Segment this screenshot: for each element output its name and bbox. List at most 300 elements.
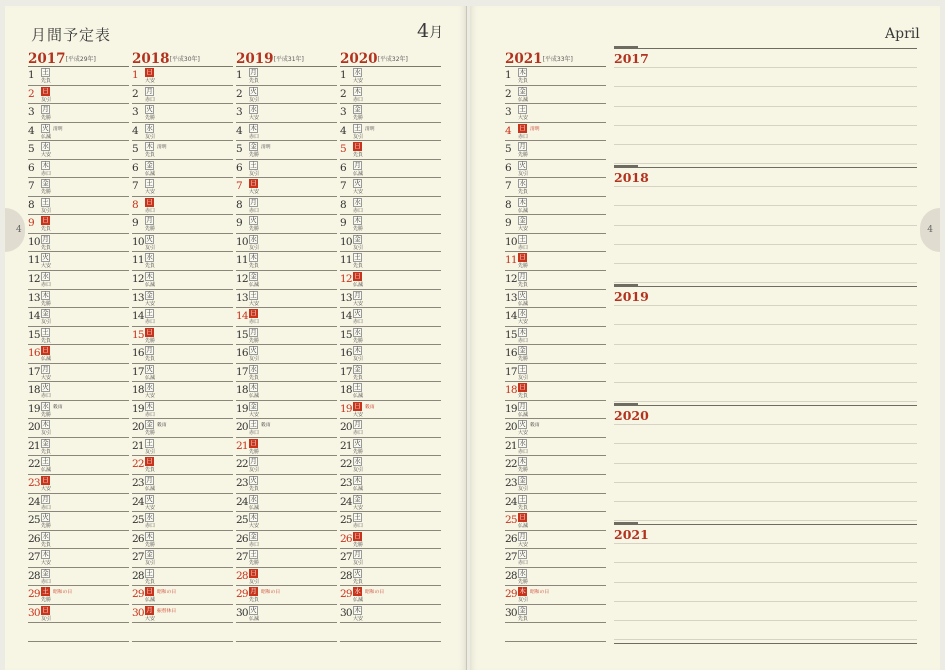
rokuyo-label: 先勝 [518,578,529,585]
rokuyo-label: 赤口 [518,133,529,140]
day-row[interactable] [132,67,233,86]
weekday-box: 火 [519,420,526,429]
day-row[interactable] [236,160,337,179]
bottom-line [614,643,917,644]
day-row[interactable] [236,86,337,105]
weekday-box: 水 [250,364,257,373]
day-row[interactable] [505,215,606,234]
day-number: 30 [132,606,144,619]
writing-line[interactable] [614,401,917,402]
day-row[interactable] [132,586,233,605]
day-row[interactable] [28,364,129,383]
writing-line[interactable] [614,263,917,264]
day-row[interactable] [505,308,606,327]
weekday-box: 土 [42,457,49,466]
rokuyo-label: 先負 [41,244,52,251]
rokuyo-label: 大安 [145,189,156,196]
day-row[interactable] [132,401,233,420]
day-row[interactable] [236,549,337,568]
day-row[interactable] [28,178,129,197]
day-number: 14 [505,310,517,323]
day-row[interactable] [340,438,441,457]
writing-line[interactable] [614,463,917,464]
writing-line[interactable] [614,282,917,283]
day-row[interactable] [340,160,441,179]
day-number: 23 [28,477,40,490]
day-row[interactable] [505,86,606,105]
day-row[interactable] [505,345,606,364]
day-row[interactable] [505,531,606,550]
rokuyo-label: 先負 [353,152,364,159]
day-row[interactable] [28,252,129,271]
day-row[interactable] [28,104,129,123]
day-row[interactable] [340,512,441,531]
page-title: 月間予定表 [31,26,112,44]
day-row[interactable] [28,271,129,290]
day-row[interactable] [505,160,606,179]
side-month-tab-left[interactable]: 4 [5,208,25,252]
day-number: 27 [28,551,40,564]
day-row[interactable] [505,234,606,253]
day-row[interactable] [236,494,337,513]
day-number: 26 [340,532,352,545]
weekday-box: 月 [42,364,49,373]
weekday-box: 金 [42,309,49,318]
day-row[interactable] [28,605,129,624]
day-row[interactable] [340,568,441,587]
day-row[interactable] [132,290,233,309]
day-row[interactable] [132,271,233,290]
day-row[interactable] [28,197,129,216]
writing-line[interactable] [614,305,917,306]
day-row[interactable] [340,419,441,438]
weekday-box: 木 [42,160,49,169]
day-row[interactable] [132,364,233,383]
day-number: 10 [505,235,517,248]
weekday-box: 木 [519,68,526,76]
day-row[interactable] [340,586,441,605]
day-row[interactable] [28,123,129,142]
day-row[interactable] [236,586,337,605]
writing-line[interactable] [614,106,917,107]
writing-line[interactable] [614,620,917,621]
writing-line[interactable] [614,225,917,226]
weekday-box: 土 [42,327,49,336]
day-row[interactable] [505,549,606,568]
day-row[interactable] [340,327,441,346]
weekday-box: 日 [354,272,361,281]
writing-line[interactable] [614,205,917,206]
day-row[interactable] [28,141,129,160]
weekday-box: 水 [250,234,257,243]
weekday-box: 土 [42,68,49,76]
rokuyo-label: 大安 [249,411,260,418]
day-number: 3 [340,106,346,119]
weekday-box: 日 [250,568,257,577]
day-row[interactable] [236,438,337,457]
day-number: 12 [340,273,352,286]
rokuyo-label: 先負 [353,374,364,381]
day-number: 17 [340,365,352,378]
day-row[interactable] [236,327,337,346]
rokuyo-label: 赤口 [518,337,529,344]
weekday-box: 木 [354,86,361,95]
day-number: 13 [28,291,40,304]
day-number: 10 [28,235,40,248]
day-row[interactable] [236,605,337,624]
day-row[interactable] [132,531,233,550]
weekday-box: 日 [146,197,153,206]
day-number: 20 [505,421,517,434]
writing-line[interactable] [614,562,917,563]
day-row[interactable] [236,234,337,253]
day-row[interactable] [132,197,233,216]
writing-line[interactable] [614,482,917,483]
blank-row[interactable] [340,623,441,642]
day-row[interactable] [236,104,337,123]
day-number: 8 [28,198,34,211]
day-row[interactable] [28,531,129,550]
rokuyo-label: 仏滅 [249,393,260,400]
weekday-box: 火 [146,364,153,373]
day-row[interactable] [340,605,441,624]
day-row[interactable] [236,215,337,234]
day-row[interactable] [236,364,337,383]
day-row[interactable] [28,308,129,327]
day-row[interactable] [340,67,441,86]
weekday-box: 月 [146,476,153,485]
day-row[interactable] [132,234,233,253]
blank-row[interactable] [28,623,129,642]
rokuyo-label: 友引 [41,207,52,214]
day-row[interactable] [505,605,606,624]
day-row[interactable] [28,475,129,494]
day-number: 18 [340,384,352,397]
writing-line[interactable] [614,601,917,602]
day-row[interactable] [132,549,233,568]
day-row[interactable] [505,290,606,309]
day-row[interactable] [236,382,337,401]
day-row[interactable] [236,531,337,550]
writing-line[interactable] [614,67,917,68]
day-row[interactable] [505,438,606,457]
year-notes-label: 2020 [614,408,649,423]
day-row[interactable] [28,160,129,179]
day-number: 11 [28,254,40,267]
rokuyo-label: 赤口 [41,170,52,177]
day-row[interactable] [236,252,337,271]
day-row[interactable] [340,178,441,197]
year-header [340,48,441,67]
rokuyo-label: 先勝 [353,448,364,455]
day-row[interactable] [236,141,337,160]
weekday-box: 金 [146,290,153,299]
day-number: 11 [340,254,352,267]
day-row[interactable] [340,141,441,160]
era-label: [平成29年] [65,56,96,63]
rokuyo-label: 赤口 [145,96,156,103]
day-number: 21 [28,439,40,452]
calendar-column-2019 [236,48,337,642]
weekday-box: 火 [42,253,49,262]
day-row[interactable] [505,123,606,142]
blank-row[interactable] [132,623,233,642]
right-page [470,6,940,670]
weekday-box: 水 [519,568,526,577]
day-row[interactable] [505,364,606,383]
weekday-box: 火 [250,86,257,95]
writing-line[interactable] [614,382,917,383]
weekday-box: 金 [354,364,361,373]
writing-line[interactable] [614,144,917,145]
day-row[interactable] [132,160,233,179]
writing-line[interactable] [614,501,917,502]
day-row[interactable] [340,123,441,142]
writing-line[interactable] [614,443,917,444]
day-row[interactable] [505,456,606,475]
day-row[interactable] [505,419,606,438]
day-row[interactable] [340,382,441,401]
rokuyo-label: 先負 [145,356,156,363]
rokuyo-label: 先勝 [518,356,529,363]
blank-row[interactable] [236,623,337,642]
day-row[interactable] [340,252,441,271]
day-row[interactable] [28,327,129,346]
day-row[interactable] [132,215,233,234]
blank-row[interactable] [505,623,606,642]
weekday-box: 火 [146,494,153,503]
day-row[interactable] [132,86,233,105]
era-label: [平成30年] [169,56,200,63]
day-row[interactable] [340,401,441,420]
rokuyo-label: 友引 [145,133,156,140]
day-row[interactable] [28,234,129,253]
day-number: 6 [340,161,346,174]
day-row[interactable] [28,586,129,605]
day-row[interactable] [132,345,233,364]
day-number: 4 [132,124,138,137]
day-row[interactable] [132,494,233,513]
day-row[interactable] [28,419,129,438]
year-notes-label: 2017 [614,51,649,66]
day-row[interactable] [28,382,129,401]
day-row[interactable] [236,271,337,290]
writing-line[interactable] [614,363,917,364]
rokuyo-label: 赤口 [41,393,52,400]
weekday-box: 土 [42,587,49,596]
day-row[interactable] [132,605,233,624]
day-number: 13 [340,291,352,304]
day-row[interactable] [340,271,441,290]
day-row[interactable] [236,512,337,531]
day-row[interactable] [340,345,441,364]
rokuyo-label: 仏滅 [518,207,529,214]
day-number: 14 [236,310,248,323]
day-row[interactable] [28,568,129,587]
day-row[interactable] [236,419,337,438]
rokuyo-label: 大安 [41,152,52,159]
day-row[interactable] [236,401,337,420]
day-row[interactable] [505,568,606,587]
day-row[interactable] [340,494,441,513]
rokuyo-label: 友引 [249,170,260,177]
day-row[interactable] [132,141,233,160]
year-top-line [614,524,917,525]
rokuyo-label: 仏滅 [145,597,156,604]
day-row[interactable] [132,252,233,271]
day-row[interactable] [236,345,337,364]
day-row[interactable] [132,178,233,197]
day-row[interactable] [132,104,233,123]
day-row[interactable] [505,586,606,605]
day-row[interactable] [132,512,233,531]
weekday-box: 金 [519,346,526,355]
day-row[interactable] [132,327,233,346]
writing-line[interactable] [614,163,917,164]
day-row[interactable] [28,215,129,234]
day-row[interactable] [132,419,233,438]
day-row[interactable] [340,86,441,105]
day-row[interactable] [28,67,129,86]
day-row[interactable] [340,215,441,234]
year-label: 2018 [132,51,170,67]
day-row[interactable] [340,104,441,123]
day-row[interactable] [505,197,606,216]
day-row[interactable] [505,327,606,346]
day-row[interactable] [236,178,337,197]
day-row[interactable] [340,234,441,253]
day-row[interactable] [132,475,233,494]
rokuyo-label: 先負 [145,263,156,270]
writing-line[interactable] [614,639,917,640]
writing-line[interactable] [614,324,917,325]
writing-line[interactable] [614,86,917,87]
day-row[interactable] [340,475,441,494]
day-row[interactable] [505,382,606,401]
day-number: 25 [340,514,352,527]
day-row[interactable] [505,512,606,531]
day-row[interactable] [340,549,441,568]
day-row[interactable] [28,438,129,457]
day-row[interactable] [132,123,233,142]
day-row[interactable] [236,475,337,494]
rokuyo-label: 友引 [145,560,156,567]
weekday-box: 水 [354,68,361,76]
day-row[interactable] [132,382,233,401]
day-row[interactable] [236,67,337,86]
day-row[interactable] [28,456,129,475]
rokuyo-label: 大安 [249,115,260,122]
day-row[interactable] [132,568,233,587]
weekday-box: 日 [250,309,257,318]
day-row[interactable] [340,531,441,550]
day-row[interactable] [132,438,233,457]
side-month-tab-right[interactable]: 4 [920,208,940,252]
day-row[interactable] [28,345,129,364]
year-top-line [614,286,917,287]
rokuyo-label: 先勝 [145,430,156,437]
weekday-box: 火 [354,568,361,577]
day-row[interactable] [505,178,606,197]
day-number: 2 [340,87,346,100]
day-note: 穀雨 [261,423,271,429]
day-row[interactable] [505,141,606,160]
day-number: 28 [132,569,144,582]
day-number: 10 [132,235,144,248]
year-top-line [614,405,917,406]
rokuyo-label: 先勝 [518,263,529,270]
day-number: 20 [340,421,352,434]
year-notes-label: 2021 [614,527,649,542]
day-row[interactable] [340,290,441,309]
day-row[interactable] [132,308,233,327]
writing-line[interactable] [614,244,917,245]
day-row[interactable] [28,512,129,531]
day-row[interactable] [28,290,129,309]
rokuyo-label: 大安 [249,189,260,196]
day-row[interactable] [236,123,337,142]
writing-line[interactable] [614,344,917,345]
day-row[interactable] [28,86,129,105]
day-number: 7 [236,180,242,193]
day-row[interactable] [505,104,606,123]
day-row[interactable] [505,475,606,494]
rokuyo-label: 仏滅 [145,374,156,381]
weekday-box: 金 [519,86,526,95]
writing-line[interactable] [614,543,917,544]
writing-line[interactable] [614,520,917,521]
day-row[interactable] [28,494,129,513]
day-row[interactable] [236,290,337,309]
rokuyo-label: 赤口 [249,133,260,140]
year-header [505,48,606,67]
day-row[interactable] [340,308,441,327]
weekday-box: 土 [519,494,526,503]
day-row[interactable] [236,568,337,587]
writing-line[interactable] [614,424,917,425]
day-row[interactable] [340,197,441,216]
day-number: 28 [28,569,40,582]
day-row[interactable] [505,494,606,513]
day-row[interactable] [340,456,441,475]
day-row[interactable] [28,401,129,420]
day-row[interactable] [236,197,337,216]
day-row[interactable] [505,401,606,420]
writing-line[interactable] [614,125,917,126]
day-row[interactable] [132,456,233,475]
weekday-box: 金 [250,272,257,281]
day-row[interactable] [28,549,129,568]
rokuyo-label: 先負 [145,578,156,585]
day-number: 1 [28,69,34,81]
day-row[interactable] [505,67,606,86]
day-row[interactable] [505,271,606,290]
rokuyo-label: 赤口 [249,207,260,214]
day-number: 18 [132,384,144,397]
day-row[interactable] [505,252,606,271]
day-row[interactable] [236,456,337,475]
writing-line[interactable] [614,186,917,187]
rokuyo-label: 友引 [518,486,529,493]
weekday-box: 火 [42,123,49,132]
writing-line[interactable] [614,582,917,583]
era-label: [平成32年] [377,56,408,63]
day-row[interactable] [236,308,337,327]
rokuyo-label: 先負 [249,374,260,381]
day-number: 14 [28,310,40,323]
day-number: 5 [132,143,138,156]
day-row[interactable] [340,364,441,383]
